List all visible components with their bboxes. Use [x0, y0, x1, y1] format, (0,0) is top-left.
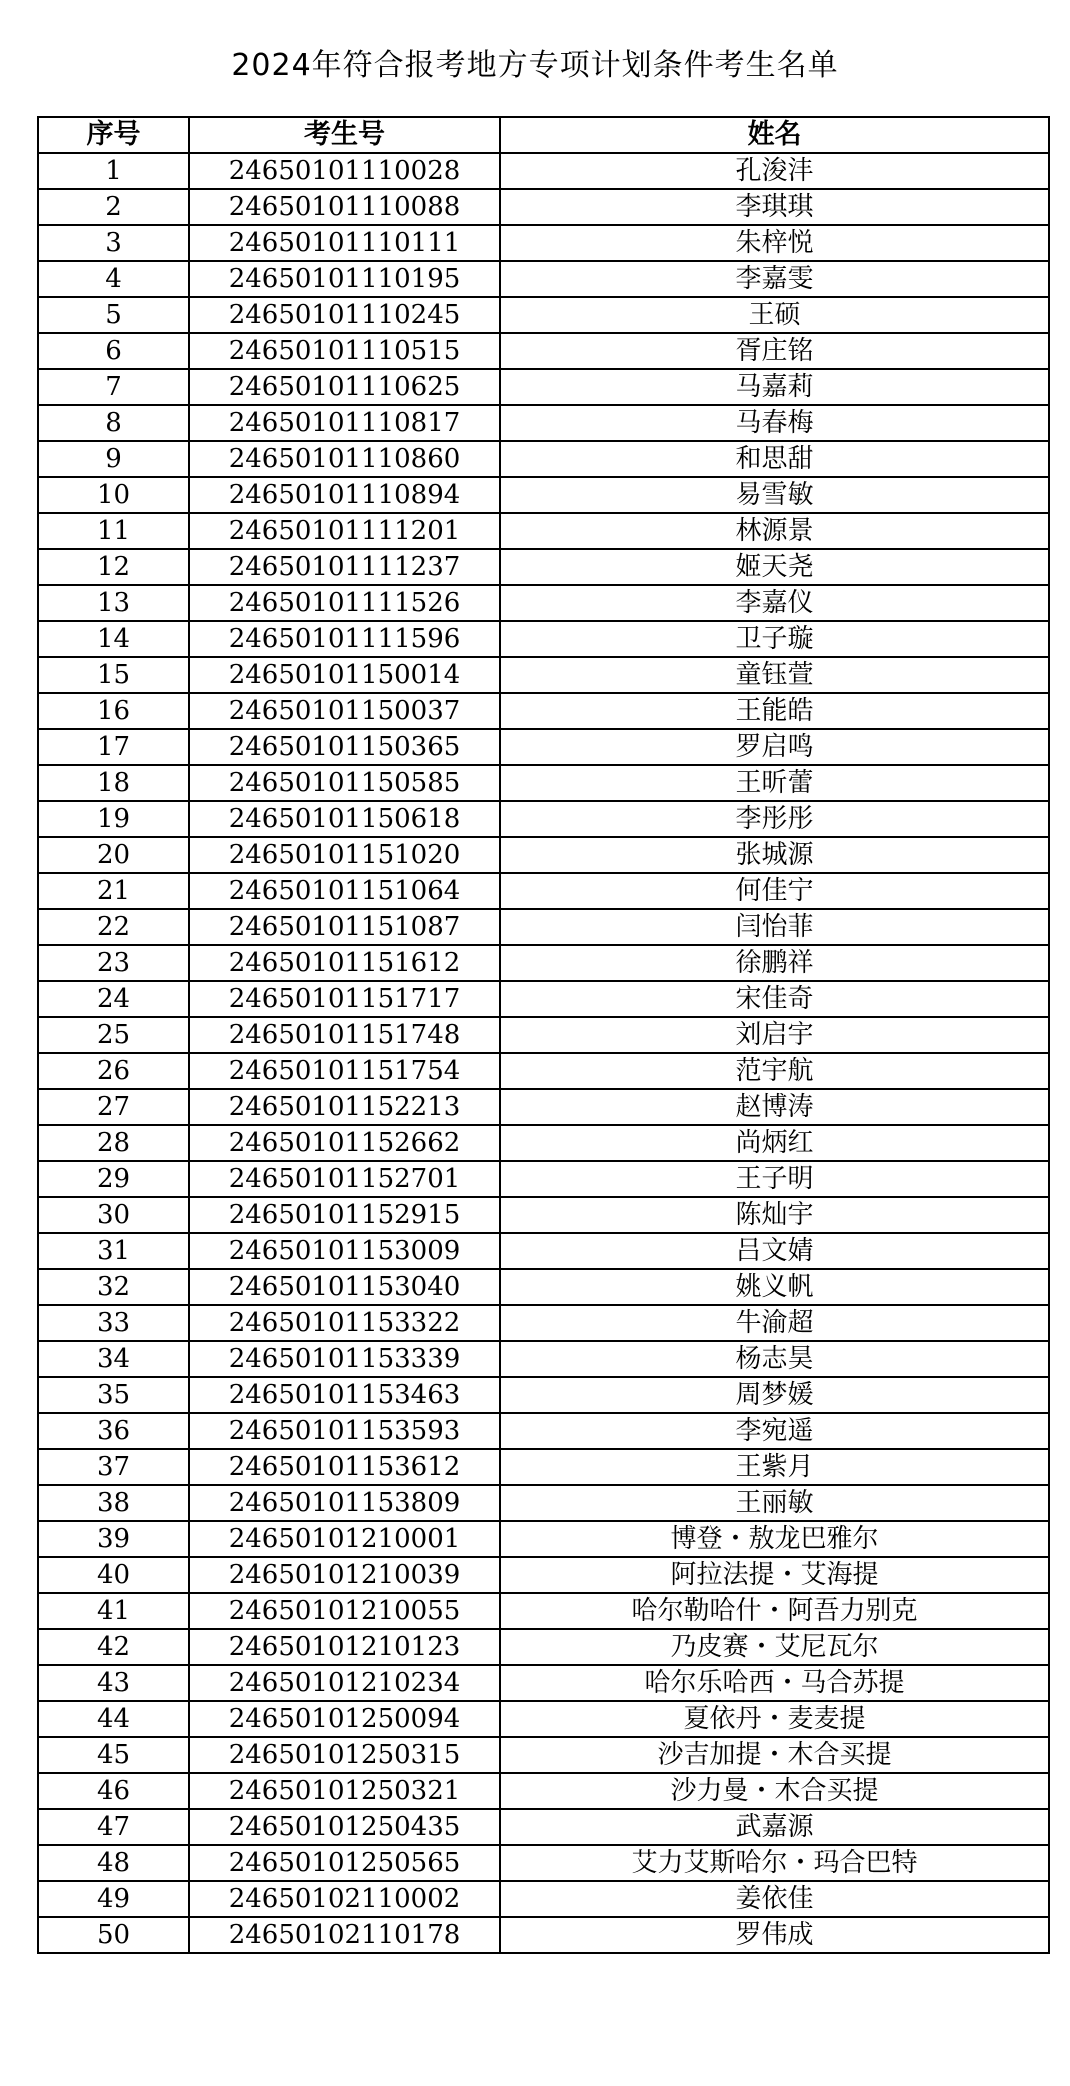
cell-seq: 24: [38, 981, 189, 1017]
cell-exam-number: 24650101150365: [189, 729, 500, 765]
table-row: [38, 1341, 1049, 1377]
cell-name: 沙力曼・木合买提: [500, 1773, 1049, 1809]
table-row: [38, 657, 1049, 693]
cell-name: 孔浚沣: [500, 153, 1049, 189]
cell-seq: 45: [38, 1737, 189, 1773]
table-header-row: [38, 117, 1049, 153]
cell-exam-number: 24650101153009: [189, 1233, 500, 1269]
cell-exam-number: 24650101153612: [189, 1449, 500, 1485]
cell-exam-number: 24650101111201: [189, 513, 500, 549]
cell-name: 李嘉仪: [500, 585, 1049, 621]
table-row: [38, 1665, 1049, 1701]
table-row: [38, 837, 1049, 873]
cell-name: 马春梅: [500, 405, 1049, 441]
cell-seq: 27: [38, 1089, 189, 1125]
cell-exam-number: 24650101150014: [189, 657, 500, 693]
table-row: [38, 261, 1049, 297]
cell-name: 赵博涛: [500, 1089, 1049, 1125]
cell-seq: 49: [38, 1881, 189, 1917]
cell-name: 童钰萱: [500, 657, 1049, 693]
table-row: [38, 1521, 1049, 1557]
cell-name: 王丽敏: [500, 1485, 1049, 1521]
cell-name: 陈灿宇: [500, 1197, 1049, 1233]
cell-seq: 35: [38, 1377, 189, 1413]
column-header-seq: 序号: [38, 117, 189, 153]
cell-exam-number: 24650101110860: [189, 441, 500, 477]
cell-exam-number: 24650101110625: [189, 369, 500, 405]
cell-exam-number: 24650101110088: [189, 189, 500, 225]
cell-seq: 31: [38, 1233, 189, 1269]
cell-name: 何佳宁: [500, 873, 1049, 909]
table-row: [38, 765, 1049, 801]
table-row: [38, 153, 1049, 189]
table-row: [38, 801, 1049, 837]
table-row: [38, 1773, 1049, 1809]
cell-seq: 23: [38, 945, 189, 981]
table-row: [38, 1305, 1049, 1341]
table-row: [38, 225, 1049, 261]
cell-seq: 2: [38, 189, 189, 225]
cell-seq: 9: [38, 441, 189, 477]
table-row: [38, 1809, 1049, 1845]
cell-name: 王子明: [500, 1161, 1049, 1197]
cell-name: 林源景: [500, 513, 1049, 549]
cell-seq: 29: [38, 1161, 189, 1197]
cell-exam-number: 24650101250315: [189, 1737, 500, 1773]
table-row: [38, 1881, 1049, 1917]
cell-seq: 18: [38, 765, 189, 801]
cell-seq: 15: [38, 657, 189, 693]
cell-exam-number: 24650101110111: [189, 225, 500, 261]
cell-seq: 33: [38, 1305, 189, 1341]
cell-name: 周梦媛: [500, 1377, 1049, 1413]
cell-seq: 16: [38, 693, 189, 729]
cell-exam-number: 24650101250321: [189, 1773, 500, 1809]
cell-exam-number: 24650101210001: [189, 1521, 500, 1557]
table-row: [38, 873, 1049, 909]
column-header-name: 姓名: [500, 117, 1049, 153]
table-row: [38, 1197, 1049, 1233]
table-row: [38, 189, 1049, 225]
cell-name: 博登・敖龙巴雅尔: [500, 1521, 1049, 1557]
table-row: [38, 405, 1049, 441]
cell-name: 徐鹏祥: [500, 945, 1049, 981]
cell-exam-number: 24650101151748: [189, 1017, 500, 1053]
cell-name: 李彤彤: [500, 801, 1049, 837]
cell-name: 李宛遥: [500, 1413, 1049, 1449]
cell-seq: 36: [38, 1413, 189, 1449]
cell-exam-number: 24650101153322: [189, 1305, 500, 1341]
cell-exam-number: 24650101153339: [189, 1341, 500, 1377]
cell-seq: 4: [38, 261, 189, 297]
table-body: [38, 153, 1049, 1953]
cell-seq: 42: [38, 1629, 189, 1665]
cell-name: 王能皓: [500, 693, 1049, 729]
cell-exam-number: 24650101151717: [189, 981, 500, 1017]
cell-seq: 26: [38, 1053, 189, 1089]
cell-seq: 22: [38, 909, 189, 945]
cell-name: 王昕蕾: [500, 765, 1049, 801]
cell-exam-number: 24650101152701: [189, 1161, 500, 1197]
cell-name: 姜依佳: [500, 1881, 1049, 1917]
cell-seq: 40: [38, 1557, 189, 1593]
cell-exam-number: 24650101152213: [189, 1089, 500, 1125]
table-row: [38, 1917, 1049, 1953]
table-row: [38, 981, 1049, 1017]
table-row: [38, 693, 1049, 729]
cell-seq: 44: [38, 1701, 189, 1737]
cell-exam-number: 24650101150037: [189, 693, 500, 729]
cell-name: 范宇航: [500, 1053, 1049, 1089]
column-header-exam-number: 考生号: [189, 117, 500, 153]
cell-seq: 25: [38, 1017, 189, 1053]
cell-name: 张城源: [500, 837, 1049, 873]
cell-exam-number: 24650101210039: [189, 1557, 500, 1593]
cell-exam-number: 24650101153809: [189, 1485, 500, 1521]
cell-name: 哈尔勒哈什・阿吾力别克: [500, 1593, 1049, 1629]
table-row: [38, 1413, 1049, 1449]
cell-exam-number: 24650101210123: [189, 1629, 500, 1665]
table-row: [38, 1053, 1049, 1089]
table-row: [38, 1845, 1049, 1881]
cell-seq: 14: [38, 621, 189, 657]
cell-exam-number: 24650101210055: [189, 1593, 500, 1629]
cell-name: 王硕: [500, 297, 1049, 333]
table-row: [38, 1125, 1049, 1161]
cell-name: 马嘉莉: [500, 369, 1049, 405]
cell-name: 姚义帆: [500, 1269, 1049, 1305]
table-row: [38, 1449, 1049, 1485]
cell-name: 闫怡菲: [500, 909, 1049, 945]
table-row: [38, 1485, 1049, 1521]
cell-seq: 43: [38, 1665, 189, 1701]
cell-exam-number: 24650101250565: [189, 1845, 500, 1881]
cell-seq: 48: [38, 1845, 189, 1881]
cell-name: 刘启宇: [500, 1017, 1049, 1053]
cell-exam-number: 24650101150618: [189, 801, 500, 837]
table-row: [38, 1737, 1049, 1773]
cell-name: 李琪琪: [500, 189, 1049, 225]
table-row: [38, 1017, 1049, 1053]
table-row: [38, 1629, 1049, 1665]
table-row: [38, 513, 1049, 549]
cell-name: 吕文婧: [500, 1233, 1049, 1269]
cell-seq: 38: [38, 1485, 189, 1521]
cell-exam-number: 24650101110515: [189, 333, 500, 369]
cell-name: 夏依丹・麦麦提: [500, 1701, 1049, 1737]
cell-seq: 20: [38, 837, 189, 873]
cell-exam-number: 24650101151087: [189, 909, 500, 945]
cell-exam-number: 24650101151754: [189, 1053, 500, 1089]
cell-seq: 12: [38, 549, 189, 585]
cell-seq: 21: [38, 873, 189, 909]
cell-seq: 47: [38, 1809, 189, 1845]
page-title: 2024年符合报考地方专项计划条件考生名单: [231, 48, 839, 83]
cell-seq: 32: [38, 1269, 189, 1305]
cell-exam-number: 24650101153040: [189, 1269, 500, 1305]
cell-name: 沙吉加提・木合买提: [500, 1737, 1049, 1773]
cell-seq: 10: [38, 477, 189, 513]
cell-seq: 13: [38, 585, 189, 621]
cell-exam-number: 24650101151020: [189, 837, 500, 873]
table-row: [38, 297, 1049, 333]
cell-name: 艾力艾斯哈尔・玛合巴特: [500, 1845, 1049, 1881]
cell-exam-number: 24650101250094: [189, 1701, 500, 1737]
cell-exam-number: 24650101250435: [189, 1809, 500, 1845]
cell-name: 牛渝超: [500, 1305, 1049, 1341]
cell-seq: 41: [38, 1593, 189, 1629]
cell-seq: 39: [38, 1521, 189, 1557]
table-row: [38, 621, 1049, 657]
cell-exam-number: 24650101153463: [189, 1377, 500, 1413]
cell-exam-number: 24650101111596: [189, 621, 500, 657]
cell-name: 和思甜: [500, 441, 1049, 477]
cell-exam-number: 24650101151064: [189, 873, 500, 909]
table-row: [38, 333, 1049, 369]
cell-exam-number: 24650102110002: [189, 1881, 500, 1917]
cell-seq: 8: [38, 405, 189, 441]
table-row: [38, 909, 1049, 945]
cell-seq: 50: [38, 1917, 189, 1953]
table-row: [38, 1377, 1049, 1413]
cell-name: 宋佳奇: [500, 981, 1049, 1017]
cell-name: 罗启鸣: [500, 729, 1049, 765]
cell-exam-number: 24650101110195: [189, 261, 500, 297]
cell-name: 姬天尧: [500, 549, 1049, 585]
table-row: [38, 1161, 1049, 1197]
table-row: [38, 477, 1049, 513]
cell-exam-number: 24650101210234: [189, 1665, 500, 1701]
table-row: [38, 369, 1049, 405]
cell-exam-number: 24650101110028: [189, 153, 500, 189]
cell-seq: 19: [38, 801, 189, 837]
cell-seq: 11: [38, 513, 189, 549]
cell-name: 王紫月: [500, 1449, 1049, 1485]
table-row: [38, 945, 1049, 981]
cell-name: 武嘉源: [500, 1809, 1049, 1845]
table-row: [38, 1233, 1049, 1269]
table-row: [38, 1089, 1049, 1125]
cell-exam-number: 24650101152915: [189, 1197, 500, 1233]
cell-exam-number: 24650102110178: [189, 1917, 500, 1953]
cell-exam-number: 24650101152662: [189, 1125, 500, 1161]
cell-name: 易雪敏: [500, 477, 1049, 513]
cell-exam-number: 24650101110894: [189, 477, 500, 513]
cell-name: 李嘉雯: [500, 261, 1049, 297]
cell-seq: 37: [38, 1449, 189, 1485]
cell-seq: 7: [38, 369, 189, 405]
cell-name: 尚炳红: [500, 1125, 1049, 1161]
cell-seq: 28: [38, 1125, 189, 1161]
cell-name: 哈尔乐哈西・马合苏提: [500, 1665, 1049, 1701]
cell-seq: 46: [38, 1773, 189, 1809]
cell-exam-number: 24650101151612: [189, 945, 500, 981]
candidate-table: [37, 116, 1050, 1954]
cell-name: 阿拉法提・艾海提: [500, 1557, 1049, 1593]
cell-seq: 1: [38, 153, 189, 189]
cell-seq: 3: [38, 225, 189, 261]
cell-name: 胥庄铭: [500, 333, 1049, 369]
table-row: [38, 585, 1049, 621]
cell-exam-number: 24650101150585: [189, 765, 500, 801]
cell-seq: 34: [38, 1341, 189, 1377]
cell-name: 杨志昊: [500, 1341, 1049, 1377]
table-row: [38, 441, 1049, 477]
table-row: [38, 549, 1049, 585]
cell-seq: 5: [38, 297, 189, 333]
cell-name: 乃皮赛・艾尼瓦尔: [500, 1629, 1049, 1665]
cell-exam-number: 24650101110817: [189, 405, 500, 441]
cell-name: 卫子璇: [500, 621, 1049, 657]
cell-exam-number: 24650101153593: [189, 1413, 500, 1449]
cell-seq: 17: [38, 729, 189, 765]
table-row: [38, 1557, 1049, 1593]
cell-name: 罗伟成: [500, 1917, 1049, 1953]
cell-exam-number: 24650101111237: [189, 549, 500, 585]
cell-name: 朱梓悦: [500, 225, 1049, 261]
cell-seq: 30: [38, 1197, 189, 1233]
table-row: [38, 1593, 1049, 1629]
cell-exam-number: 24650101111526: [189, 585, 500, 621]
cell-seq: 6: [38, 333, 189, 369]
table-row: [38, 1269, 1049, 1305]
table-row: [38, 1701, 1049, 1737]
cell-exam-number: 24650101110245: [189, 297, 500, 333]
table-row: [38, 729, 1049, 765]
